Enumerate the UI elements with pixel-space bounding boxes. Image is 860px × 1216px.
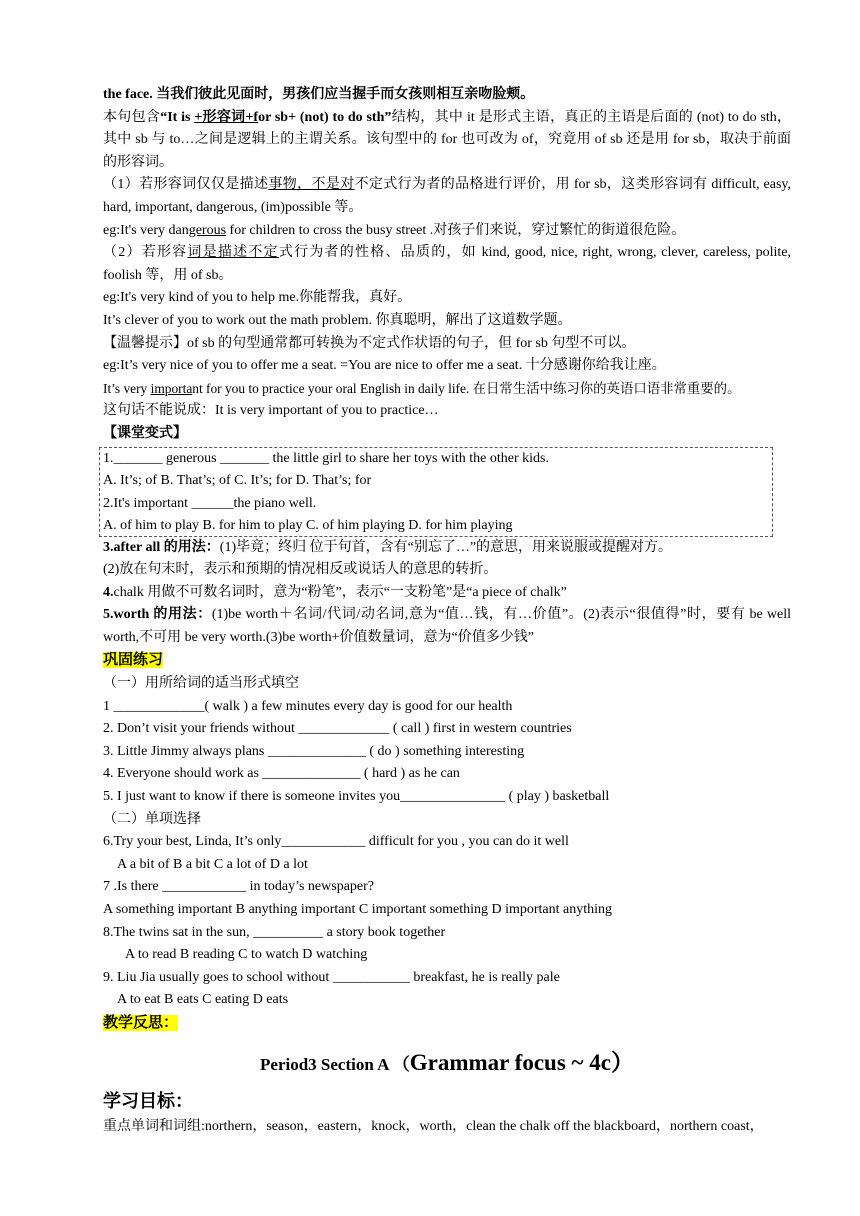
example-1: eg:It's very dangerous for children to cross the busy street .对孩子们来说，穿过繁忙的街道很危险。 <box>103 222 686 238</box>
rule-2-paragraph: （2）若形容词是描述不定式行为者的性格、品质的，如 kind, good, nice, right, wrong, clever, careless, polite, foolish 等，用 of sb。 <box>103 245 792 283</box>
learning-goals-heading: 学习目标： <box>103 1090 193 1111</box>
fill-question: 3. Little Jimmy always plans ______________ ( do ) something interesting <box>103 743 525 759</box>
period-title: Period3 Section A （Grammar focus ~ 4c） <box>260 1049 634 1075</box>
point-5: 5.worth 的用法：(1)be worth＋名词/代词/动名词,意为“值…钱，有…价值”。(2)表示“很值得”时，要有 be well worth,不可用 be very worth.(3)be worth+价值数量词，意为“价值多少钱” <box>103 607 791 645</box>
fill-question: 4. Everyone should work as ______________ ( hard ) as he can <box>103 766 460 782</box>
tip-line: 【温馨提示】of sb 的句型通常都可转换为不定式作状语的句子，但 for sb 句型不可以。 <box>103 335 636 351</box>
mc-question: 6.Try your best, Linda, It’s only____________ difficult for you , you can do it well <box>103 834 569 850</box>
practice-heading: 巩固练习 <box>103 652 164 669</box>
point-3: 3.after all 的用法：(1)毕竟；终归 位于句首，含有“别忘了…”的意思，用来说服或提醒对方。 <box>103 539 673 555</box>
box-question-1: 1._______ generous _______ the little girl to share her toys with the other kids. <box>103 450 549 466</box>
document-page <box>103 84 791 1138</box>
mc-question: 7 .Is there ____________ in today’s newspaper? <box>103 879 374 895</box>
text-line-1: the face. 当我们彼此见面时，男孩们应当握手而女孩则相互亲吻脸颊。 <box>103 87 535 102</box>
explanation-paragraph: 本句包含“It is +形容词+for sb+ (not) to do sth”结构，其中 it 是形式主语，真正的主语是后面的 (not) to do sth，其中 sb 与 to…之间是逻辑上的主谓关系。该句型中的 for 也可改为 of，究竟用 of sb 还是用 for sb，取决于前面的形容词。 <box>103 109 792 170</box>
mc-question: 9. Liu Jia usually goes to school without ___________ breakfast, he is really pale <box>103 969 560 985</box>
point-4: 4.chalk 用做不可数名词时，意为“粉笔”，表示“一支粉笔”是“a piece of chalk” <box>103 584 567 600</box>
exercise-box <box>99 447 773 537</box>
example-2: eg:It's very kind of you to help me.你能帮我，真好。 <box>103 290 412 306</box>
mc-options: A something important B anything important C important something D important anything <box>103 902 613 917</box>
mc-options: A a bit of B a bit C a lot of D a lot <box>117 856 308 872</box>
mc-options: A to eat B eats C eating D eats <box>117 992 289 1008</box>
part-1-heading: （一）用所给词的适当形式填空 <box>103 676 299 692</box>
mc-question: 8.The twins sat in the sun, __________ a story book together <box>103 924 446 940</box>
key-vocabulary-line: 重点单词和词组:northern，season，eastern，knock，worth，clean the chalk off the blackboard，northern coast， <box>103 1118 764 1134</box>
fill-question: 2. Don’t visit your friends without _____________ ( call ) first in western countries <box>103 721 572 737</box>
part-2-heading: （二）单项选择 <box>103 811 201 827</box>
point-3b: (2)放在句末时，表示和预期的情况相反或说话人的意思的转折。 <box>103 562 498 578</box>
example-4: eg:It’s very nice of you to offer me a seat. =You are nice to offer me a seat. 十分感谢你给我让座。 <box>103 358 666 374</box>
box-options-1: A. It’s; of B. That’s; of C. It’s; for D. That’s; for <box>103 473 372 489</box>
fill-question: 1 _____________( walk ) a few minutes every day is good for our health <box>103 698 513 714</box>
example-6: 这句话不能说成：It is very important of you to practice… <box>103 403 439 419</box>
class-variant-heading: 【课堂变式】 <box>103 425 187 441</box>
reflection-heading: 教学反思： <box>103 1014 179 1031</box>
box-options-2: A. of him to play B. for him to play C. of him playing D. for him playing <box>103 518 513 534</box>
mc-options: A to read B reading C to watch D watching <box>125 947 368 963</box>
box-question-2: 2.It's important ______the piano well. <box>103 495 317 511</box>
example-3: It’s clever of you to work out the math problem. 你真聪明，解出了这道数学题。 <box>103 312 572 328</box>
fill-question: 5. I just want to know if there is someone invites you_______________ ( play ) basketball <box>103 789 610 805</box>
example-5: It’s very important for you to practice your oral English in daily life. 在日常生活中练习你的英语口语非常重要的。 <box>103 380 741 396</box>
rule-1-paragraph: （1）若形容词仅仅是描述事物，不是对不定式行为者的品格进行评价，用 for sb，这类形容词有 difficult, easy, hard, important, dangerous, (im)possible 等。 <box>103 177 791 215</box>
